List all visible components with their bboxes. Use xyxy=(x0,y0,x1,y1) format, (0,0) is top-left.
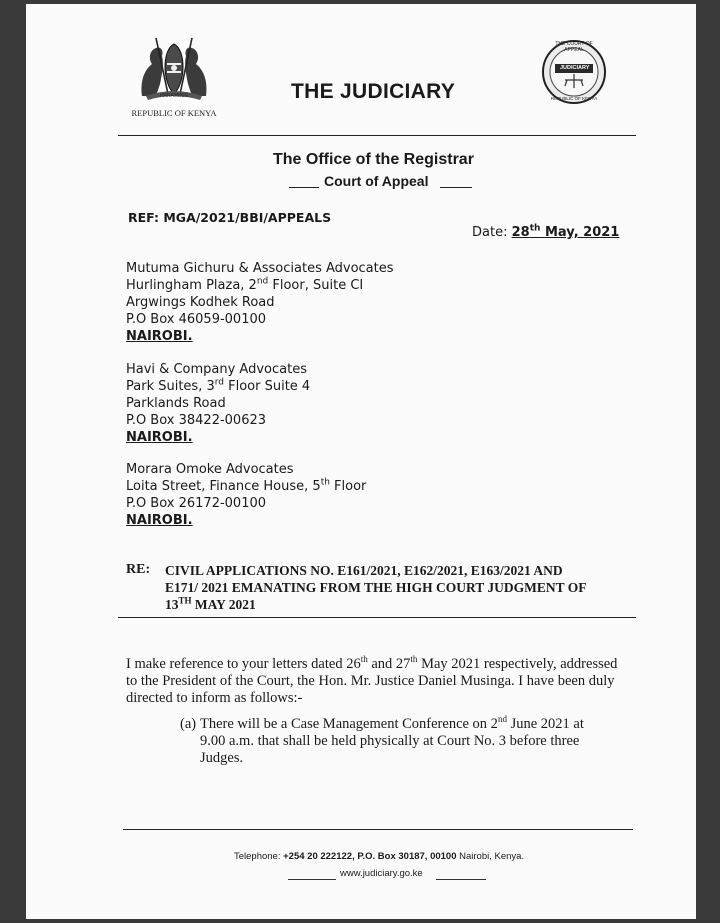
addressee-name: Mutuma Gichuru & Associates Advocates xyxy=(126,261,394,276)
addressee-2 xyxy=(126,361,310,446)
header-divider xyxy=(118,135,636,136)
addressee-3 xyxy=(126,461,366,529)
addressee-line: Loita Street, Finance House, 5th Floor xyxy=(126,477,367,494)
addressee-line: P.O Box 46059-00100 xyxy=(126,312,267,327)
footer-website-rule-left xyxy=(288,879,336,880)
seal-bottom-text: REPUBLIC OF KENYA xyxy=(550,96,598,101)
addressee-1 xyxy=(126,260,394,345)
re-subject: CIVIL APPLICATIONS NO. E161/2021, E162/2021, E163/2021 AND E171/ 2021 EMANATING FROM THE HIGH COURT JUDGMENT OF 13TH MAY 2021 xyxy=(165,563,587,612)
addressee-name: Morara Omoke Advocates xyxy=(126,462,294,477)
addressee-line: Hurlingham Plaza, 2nd Floor, Suite CI xyxy=(126,276,364,293)
re-label: RE: xyxy=(126,562,151,577)
reference-number: REF: MGA/2021/BBI/APPEALS xyxy=(128,210,332,225)
addressee-name: Havi & Company Advocates xyxy=(126,362,307,377)
subject-divider xyxy=(118,617,636,618)
footer-contact: Telephone: +254 20 222122, P.O. Box 30187, 00100 Nairobi, Kenya. xyxy=(234,851,525,862)
date-value: 28th May, 2021 xyxy=(511,223,620,240)
addressee-line: P.O Box 38422-00623 xyxy=(126,413,267,428)
office-title: The Office of the Registrar xyxy=(273,151,474,168)
coat-of-arms-motto: HARAMBEE xyxy=(159,93,189,99)
coat-of-arms-caption: REPUBLIC OF KENYA xyxy=(131,108,217,118)
page-title: THE JUDICIARY xyxy=(291,80,456,103)
addressee-line: Park Suites, 3rd Floor Suite 4 xyxy=(126,377,311,394)
list-item-a-label: (a) xyxy=(180,716,197,732)
letter-date xyxy=(472,225,619,240)
office-subtitle-rule-right xyxy=(440,187,472,188)
footer-website[interactable]: www.judiciary.go.ke xyxy=(340,868,423,879)
list-item-a: There will be a Case Management Conference on 2nd June 2021 at 9.00 a.m. that shall be held physically at Court No. 3 before three Judges. xyxy=(200,714,584,766)
body-paragraph: I make reference to your letters dated 26th and 27th May 2021 respectively, addressed to the President of the Court, the Hon. Mr. Justice Daniel Musinga. I have been duly directed to inform as follows:- xyxy=(126,654,618,706)
seal-banner: JUDICIARY xyxy=(560,65,590,71)
letter-page xyxy=(26,4,696,919)
addressee-city: NAIROBI. xyxy=(126,430,193,445)
seal-top-text: THE COURT OF APPEAL xyxy=(555,41,593,53)
addressee-line: P.O Box 26172-00100 xyxy=(126,496,267,511)
addressee-line: Parklands Road xyxy=(126,396,226,411)
date-label: Date: xyxy=(472,225,508,240)
footer-website-rule-right xyxy=(436,879,486,880)
office-subtitle: Court of Appeal xyxy=(324,173,429,189)
addressee-city: NAIROBI. xyxy=(126,329,193,344)
office-subtitle-rule-left xyxy=(289,187,319,188)
footer-divider xyxy=(123,829,633,830)
addressee-city: NAIROBI. xyxy=(126,513,193,528)
addressee-line: Argwings Kodhek Road xyxy=(126,295,275,310)
